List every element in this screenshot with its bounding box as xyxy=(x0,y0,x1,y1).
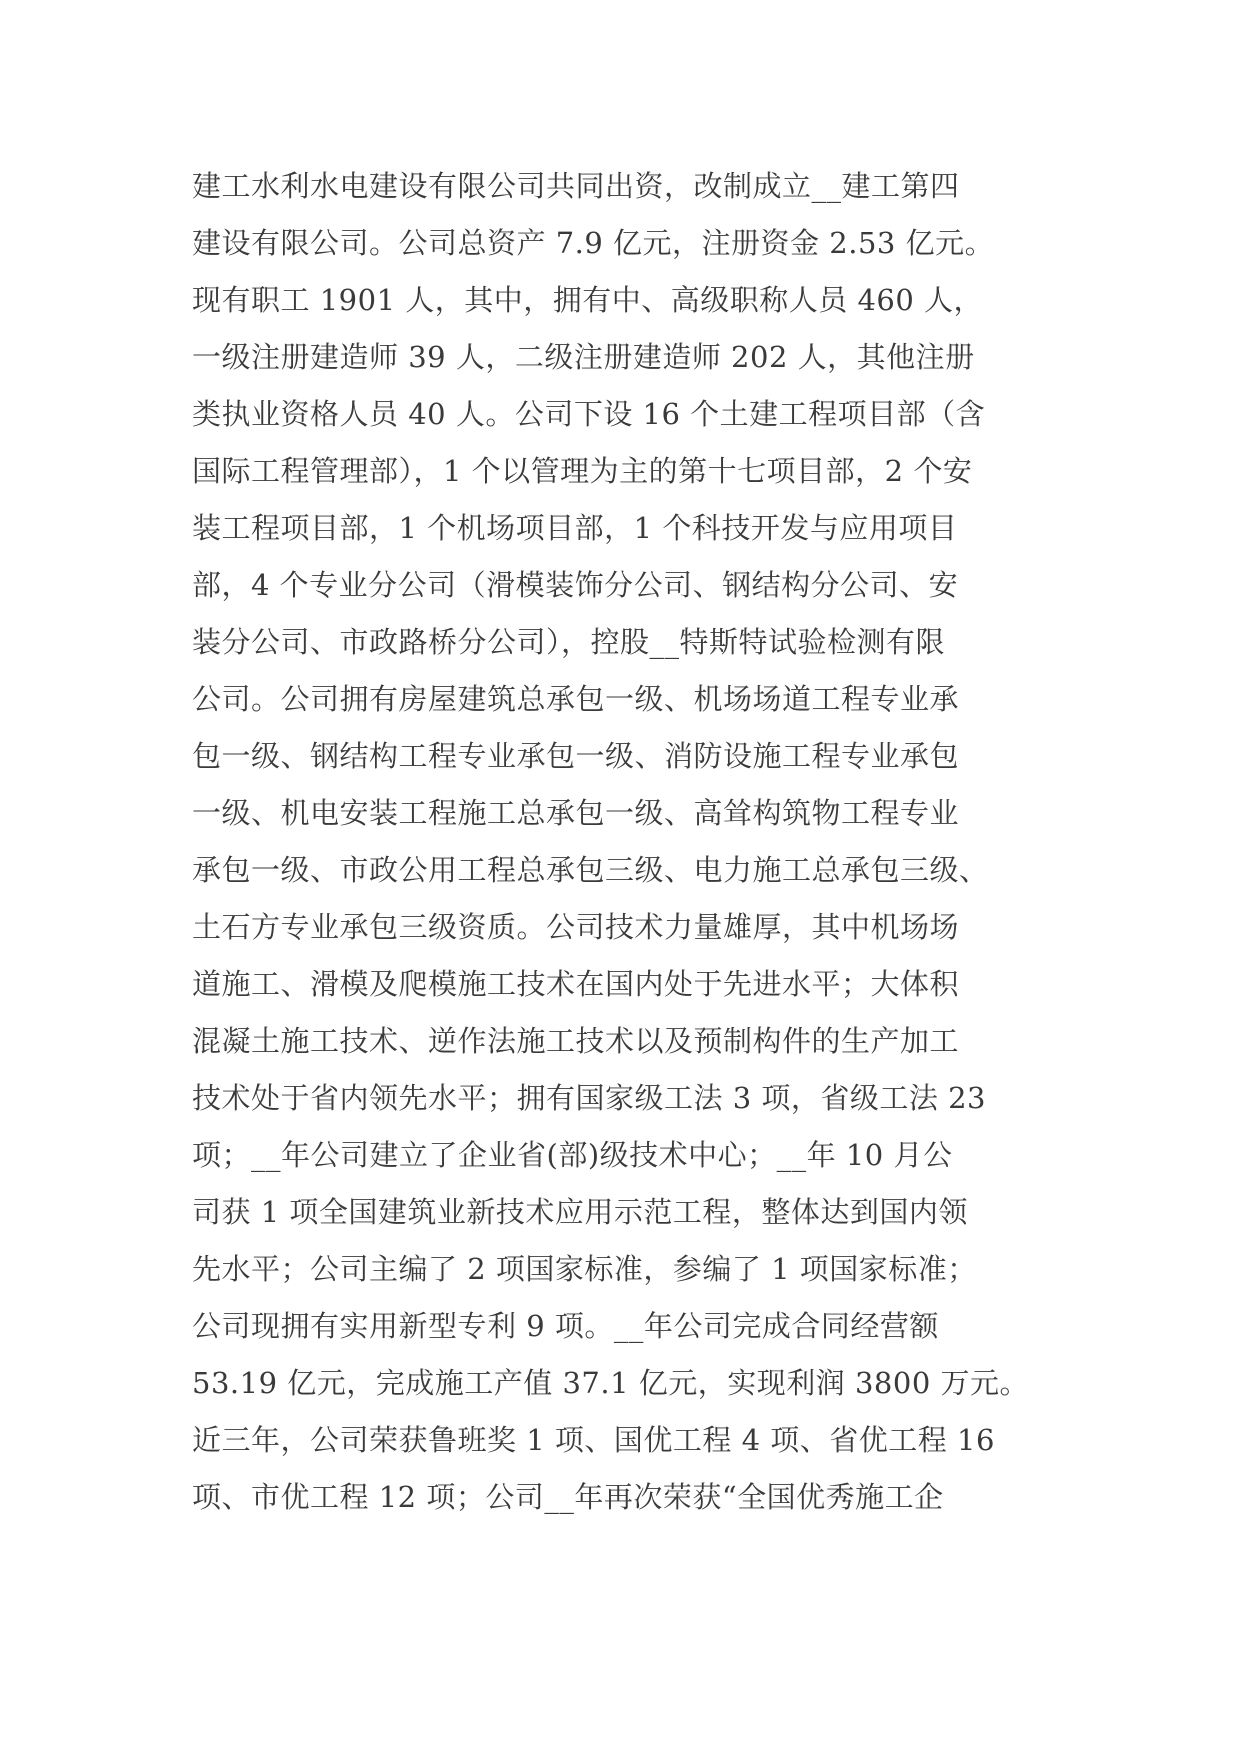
text-line: 公司现拥有实用新型专利 9 项。__年公司完成合同经营额 xyxy=(192,1309,939,1343)
text-line: 一级、机电安装工程施工总承包一级、高耸构筑物工程专业 xyxy=(192,796,960,830)
text-line: 一级注册建造师 39 人，二级注册建造师 202 人，其他注册 xyxy=(192,340,975,374)
text-line: 建工水利水电建设有限公司共同出资，改制成立__建工第四 xyxy=(192,169,960,203)
text-line: 部，4 个专业分公司（滑模装饰分公司、钢结构分公司、安 xyxy=(192,568,959,602)
text-line: 技术处于省内领先水平；拥有国家级工法 3 项，省级工法 23 xyxy=(192,1081,987,1115)
text-line: 项；__年公司建立了企业省(部)级技术中心；__年 10 月公 xyxy=(192,1138,953,1172)
text-line: 道施工、滑模及爬模施工技术在国内处于先进水平；大体积 xyxy=(192,967,960,1001)
text-line: 53.19 亿元，完成施工产值 37.1 亿元，实现利润 3800 万元。 xyxy=(192,1366,1029,1400)
text-line: 先水平；公司主编了 2 项国家标准，参编了 1 项国家标准； xyxy=(192,1252,977,1286)
text-line: 装工程项目部，1 个机场项目部，1 个科技开发与应用项目 xyxy=(192,511,958,545)
body-text xyxy=(192,158,1072,1526)
text-line: 国际工程管理部），1 个以管理为主的第十七项目部，2 个安 xyxy=(192,454,973,488)
text-line: 近三年，公司荣获鲁班奖 1 项、国优工程 4 项、省优工程 16 xyxy=(192,1423,995,1457)
text-line: 司获 1 项全国建筑业新技术应用示范工程，整体达到国内领 xyxy=(192,1195,968,1229)
text-line: 项、市优工程 12 项；公司__年再次荣获“全国优秀施工企 xyxy=(192,1480,944,1514)
text-line: 装分公司、市政路桥分公司），控股__特斯特试验检测有限 xyxy=(192,625,946,659)
text-line: 现有职工 1901 人，其中，拥有中、高级职称人员 460 人， xyxy=(192,283,984,317)
text-line: 公司。公司拥有房屋建筑总承包一级、机场场道工程专业承 xyxy=(192,682,960,716)
text-line: 混凝土施工技术、逆作法施工技术以及预制构件的生产加工 xyxy=(192,1024,960,1058)
text-line: 土石方专业承包三级资质。公司技术力量雄厚，其中机场场 xyxy=(192,910,960,944)
text-line: 承包一级、市政公用工程总承包三级、电力施工总承包三级、 xyxy=(192,853,989,887)
text-line: 建设有限公司。公司总资产 7.9 亿元，注册资金 2.53 亿元。 xyxy=(192,226,995,260)
text-line: 类执业资格人员 40 人。公司下设 16 个土建工程项目部（含 xyxy=(192,397,986,431)
text-line: 包一级、钢结构工程专业承包一级、消防设施工程专业承包 xyxy=(192,739,960,773)
